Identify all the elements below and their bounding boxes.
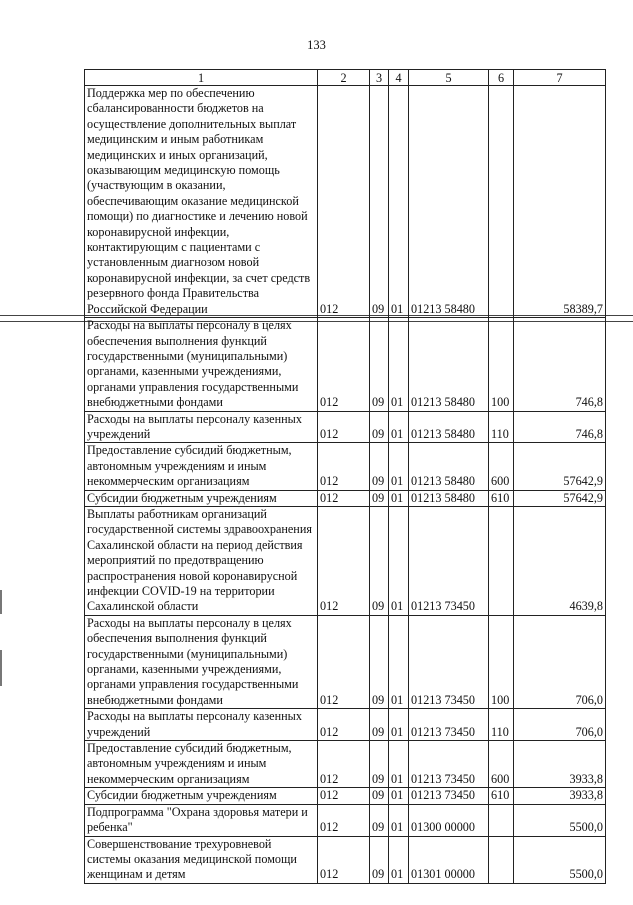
- row-section-code: 09: [370, 788, 389, 804]
- header-cell-target: 5: [409, 70, 489, 86]
- row-amount: 5500,0: [514, 804, 606, 836]
- header-cell-name: 1: [85, 70, 318, 86]
- table-row: [85, 615, 606, 708]
- row-expense-type: 110: [489, 411, 514, 443]
- row-subsection-code: 01: [389, 709, 409, 741]
- row-ministry-code: 012: [318, 615, 370, 708]
- row-expense-type: 100: [489, 615, 514, 708]
- header-cell-subsection: 4: [389, 70, 409, 86]
- row-expense-type: [489, 804, 514, 836]
- row-name: Совершенствование трехуровневой системы оказания медицинской помощи женщинам и детям: [85, 836, 318, 883]
- row-expense-type: 610: [489, 788, 514, 804]
- table-row: [85, 86, 606, 318]
- row-name: Подпрограмма "Охрана здоровья матери и ребенка": [85, 804, 318, 836]
- row-name: Предоставление субсидий бюджетным, автономным учреждениям и иным некоммерческим организациям: [85, 443, 318, 490]
- row-target-code: 01213 73450: [409, 506, 489, 615]
- row-target-code: 01213 73450: [409, 615, 489, 708]
- header-cell-expense-type: 6: [489, 70, 514, 86]
- row-ministry-code: 012: [318, 709, 370, 741]
- row-subsection-code: 01: [389, 615, 409, 708]
- row-name: Расходы на выплаты персоналу казенных учреждений: [85, 411, 318, 443]
- row-expense-type: [489, 506, 514, 615]
- row-amount: 746,8: [514, 318, 606, 411]
- header-cell-section: 3: [370, 70, 389, 86]
- row-amount: 58389,7: [514, 86, 606, 318]
- row-subsection-code: 01: [389, 836, 409, 883]
- row-section-code: 09: [370, 506, 389, 615]
- row-name: Выплаты работникам организаций государственной системы здравоохранения Сахалинской области на период действия мероприятий по предотвращению распространения новой коронавирусной инфекции COVID-19 на территории Сахалинской области: [85, 506, 318, 615]
- row-ministry-code: 012: [318, 836, 370, 883]
- row-ministry-code: 012: [318, 86, 370, 318]
- row-amount: 57642,9: [514, 443, 606, 490]
- row-ministry-code: 012: [318, 490, 370, 506]
- row-subsection-code: 01: [389, 318, 409, 411]
- budget-table: [84, 69, 606, 884]
- row-amount: 4639,8: [514, 506, 606, 615]
- scan-edge-mark: [0, 650, 2, 686]
- row-amount: 746,8: [514, 411, 606, 443]
- row-section-code: 09: [370, 318, 389, 411]
- row-name: Предоставление субсидий бюджетным, автономным учреждениям и иным некоммерческим организациям: [85, 741, 318, 788]
- row-ministry-code: 012: [318, 804, 370, 836]
- table-row: [85, 804, 606, 836]
- row-expense-type: 110: [489, 709, 514, 741]
- row-expense-type: 610: [489, 490, 514, 506]
- table-row: [85, 490, 606, 506]
- row-ministry-code: 012: [318, 741, 370, 788]
- table-row: [85, 836, 606, 883]
- row-target-code: 01300 00000: [409, 804, 489, 836]
- row-section-code: 09: [370, 411, 389, 443]
- row-target-code: 01213 73450: [409, 741, 489, 788]
- table-row: [85, 709, 606, 741]
- row-ministry-code: 012: [318, 788, 370, 804]
- header-cell-amount: 7: [514, 70, 606, 86]
- row-subsection-code: 01: [389, 741, 409, 788]
- table-row: [85, 506, 606, 615]
- row-expense-type: 600: [489, 741, 514, 788]
- row-target-code: 01213 73450: [409, 788, 489, 804]
- table-row: [85, 318, 606, 411]
- table-row: [85, 788, 606, 804]
- row-subsection-code: 01: [389, 788, 409, 804]
- row-name: Расходы на выплаты персоналу в целях обеспечения выполнения функций государственными (муниципальными) органами, казенными учреждениями, органами управления государственными внебюджетными фондами: [85, 615, 318, 708]
- table-row: [85, 411, 606, 443]
- row-subsection-code: 01: [389, 86, 409, 318]
- row-ministry-code: 012: [318, 318, 370, 411]
- row-name: Субсидии бюджетным учреждениям: [85, 490, 318, 506]
- row-subsection-code: 01: [389, 443, 409, 490]
- page-number: 133: [307, 38, 326, 52]
- row-target-code: 01213 58480: [409, 490, 489, 506]
- header-cell-ministry: 2: [318, 70, 370, 86]
- row-amount: 706,0: [514, 615, 606, 708]
- row-section-code: 09: [370, 443, 389, 490]
- row-name: Расходы на выплаты персоналу казенных учреждений: [85, 709, 318, 741]
- row-ministry-code: 012: [318, 411, 370, 443]
- row-target-code: 01213 58480: [409, 86, 489, 318]
- row-expense-type: [489, 836, 514, 883]
- row-section-code: 09: [370, 836, 389, 883]
- row-expense-type: 600: [489, 443, 514, 490]
- table-row: [85, 741, 606, 788]
- row-amount: 5500,0: [514, 836, 606, 883]
- row-amount: 3933,8: [514, 741, 606, 788]
- row-target-code: 01213 58480: [409, 443, 489, 490]
- row-target-code: 01301 00000: [409, 836, 489, 883]
- row-amount: 3933,8: [514, 788, 606, 804]
- row-subsection-code: 01: [389, 804, 409, 836]
- row-target-code: 01213 58480: [409, 318, 489, 411]
- row-target-code: 01213 73450: [409, 709, 489, 741]
- row-amount: 706,0: [514, 709, 606, 741]
- row-amount: 57642,9: [514, 490, 606, 506]
- row-expense-type: [489, 86, 514, 318]
- row-section-code: 09: [370, 490, 389, 506]
- table-row: [85, 443, 606, 490]
- row-section-code: 09: [370, 615, 389, 708]
- row-section-code: 09: [370, 709, 389, 741]
- row-name: Расходы на выплаты персоналу в целях обеспечения выполнения функций государственными (муниципальными) органами, казенными учреждениями, органами управления государственными внебюджетными фондами: [85, 318, 318, 411]
- row-subsection-code: 01: [389, 506, 409, 615]
- row-name: Субсидии бюджетным учреждениям: [85, 788, 318, 804]
- row-name: Поддержка мер по обеспечению сбалансированности бюджетов на осуществление дополнительных выплат медицинским и иным работникам медицинских и иных организаций, оказывающим медицинскую помощь (участвующим в оказании, обеспечивающим оказание медицинской помощи) по диагностике и лечению новой коронавирусной инфекции, контактирующим с пациентами с установленным диагнозом новой коронавирусной инфекции, за счет средств резервного фонда Правительства Российской Федерации: [85, 86, 318, 318]
- row-section-code: 09: [370, 804, 389, 836]
- row-expense-type: 100: [489, 318, 514, 411]
- row-section-code: 09: [370, 86, 389, 318]
- row-section-code: 09: [370, 741, 389, 788]
- table-header-row: [85, 70, 606, 86]
- row-ministry-code: 012: [318, 443, 370, 490]
- row-target-code: 01213 58480: [409, 411, 489, 443]
- row-ministry-code: 012: [318, 506, 370, 615]
- row-subsection-code: 01: [389, 490, 409, 506]
- row-subsection-code: 01: [389, 411, 409, 443]
- scan-edge-mark: [0, 590, 2, 614]
